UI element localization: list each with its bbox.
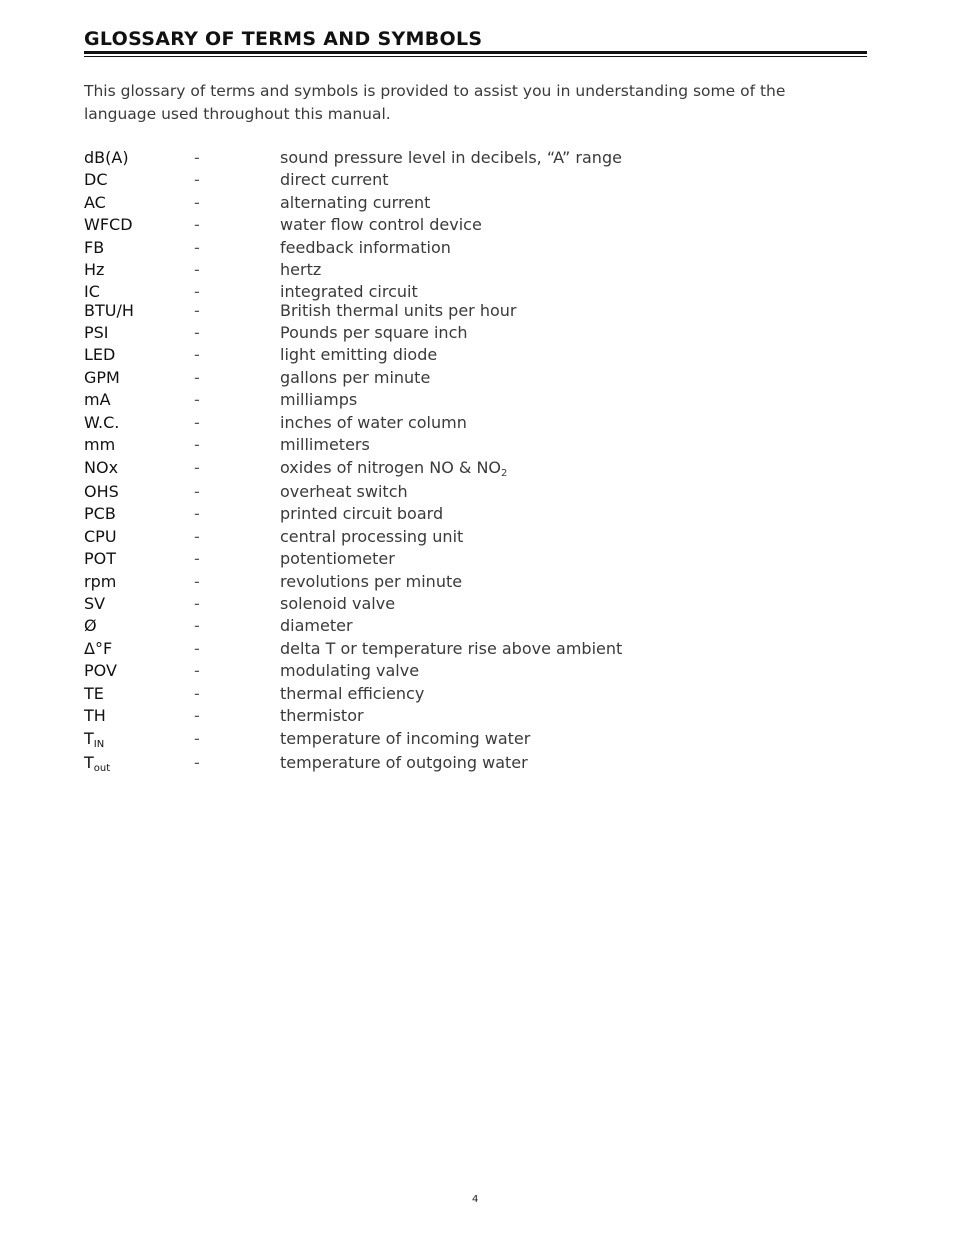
glossary-separator: - (194, 706, 200, 725)
glossary-row (84, 549, 784, 571)
glossary-definition-text: temperature of outgoing water (280, 753, 528, 772)
glossary-term (84, 753, 110, 774)
glossary-term-subscript: IN (93, 739, 105, 750)
glossary-term (84, 549, 116, 568)
glossary-definition (280, 215, 482, 234)
glossary-definition-text: direct current (280, 170, 389, 189)
glossary-definition (280, 504, 443, 523)
glossary-definition (280, 753, 528, 772)
glossary-separator: - (194, 572, 200, 591)
glossary-term-text: NOx (84, 458, 119, 477)
glossary-term (84, 435, 115, 454)
glossary-row (84, 729, 784, 751)
title-rule-thick (84, 51, 867, 54)
glossary-row (84, 616, 784, 638)
glossary-definition (280, 282, 418, 301)
glossary-definition-subscript: 2 (501, 468, 508, 479)
glossary-term-text: LED (84, 345, 116, 364)
glossary-term-text: TE (84, 684, 104, 703)
glossary-term (84, 616, 97, 635)
glossary-definition (280, 527, 463, 546)
glossary-term-subscript: out (93, 763, 111, 774)
glossary-term-text: AC (84, 193, 106, 212)
glossary-definition-text: thermal efficiency (280, 684, 425, 703)
glossary-term-text: SV (84, 594, 106, 613)
glossary-row (84, 458, 784, 480)
glossary-term-text: POV (84, 661, 117, 680)
glossary-term-text: Ø (84, 616, 97, 635)
glossary-row (84, 170, 784, 192)
glossary-row (84, 504, 784, 526)
glossary-term (84, 390, 111, 409)
glossary-term (84, 706, 106, 725)
glossary-separator: - (194, 684, 200, 703)
glossary-definition-text: thermistor (280, 706, 364, 725)
glossary-term-text: BTU/H (84, 301, 134, 320)
glossary-term-text: Δ°F (84, 639, 113, 658)
glossary-term (84, 282, 100, 301)
glossary-definition (280, 661, 419, 680)
glossary-term (84, 345, 115, 364)
glossary-term (84, 458, 118, 477)
glossary-definition-text: sound pressure level in decibels, “A” range (280, 148, 622, 167)
glossary-row (84, 193, 784, 215)
glossary-row (84, 368, 784, 390)
glossary-separator: - (194, 639, 200, 658)
glossary-term-text: T (84, 729, 94, 748)
glossary-term (84, 572, 116, 591)
glossary-term (84, 323, 109, 342)
glossary-separator: - (194, 458, 200, 477)
glossary-separator: - (194, 345, 200, 364)
glossary-term (84, 482, 119, 501)
glossary-separator: - (194, 549, 200, 568)
glossary-term (84, 238, 104, 257)
glossary-definition (280, 345, 437, 364)
glossary-definition (280, 390, 357, 409)
glossary-separator: - (194, 260, 200, 279)
glossary-term-text: PCB (84, 504, 116, 523)
glossary-term-text: W.C. (84, 413, 120, 432)
glossary-row (84, 639, 784, 661)
glossary-term-text: PSI (84, 323, 109, 342)
glossary-term-text: DC (84, 170, 108, 189)
glossary-definition-text: temperature of incoming water (280, 729, 531, 748)
glossary-row (84, 413, 784, 435)
glossary-term (84, 661, 117, 680)
glossary-row (84, 238, 784, 260)
glossary-definition-text: alternating current (280, 193, 431, 212)
glossary-term (84, 684, 104, 703)
glossary-separator: - (194, 616, 200, 635)
glossary-row (84, 323, 784, 345)
glossary-definition (280, 684, 424, 703)
glossary-definition (280, 148, 622, 167)
glossary-definition (280, 706, 364, 725)
glossary-separator: - (194, 282, 200, 301)
glossary-row (84, 435, 784, 457)
glossary-definition-text: integrated circuit (280, 282, 418, 301)
glossary-definition (280, 482, 408, 501)
glossary-separator: - (194, 238, 200, 257)
glossary-definition (280, 572, 462, 591)
glossary-definition-text: central processing unit (280, 527, 464, 546)
glossary-row (84, 706, 784, 728)
glossary-term-text: POT (84, 549, 117, 568)
glossary-term (84, 594, 105, 613)
glossary-term-text: WFCD (84, 215, 133, 234)
glossary-definition-text: oxides of nitrogen NO & NO (280, 458, 502, 477)
page-number: 4 (472, 1194, 479, 1205)
glossary-term-text: dB(A) (84, 148, 129, 167)
glossary-term-text: mA (84, 390, 111, 409)
glossary-row (84, 390, 784, 412)
glossary-term (84, 527, 117, 546)
glossary-separator: - (194, 482, 200, 501)
glossary-definition (280, 549, 395, 568)
glossary-term-text: mm (84, 435, 116, 454)
glossary-term-text: TH (84, 706, 106, 725)
glossary-definition-text: millimeters (280, 435, 370, 454)
glossary-term-text: T (84, 753, 94, 772)
glossary-definition (280, 413, 467, 432)
glossary-definition (280, 458, 507, 479)
glossary-definition-text: modulating valve (280, 661, 420, 680)
glossary-row (84, 594, 784, 616)
glossary-definition-text: delta T or temperature rise above ambient (280, 639, 623, 658)
glossary-definition (280, 435, 370, 454)
glossary-term (84, 148, 129, 167)
glossary-definition-text: solenoid valve (280, 594, 396, 613)
glossary-separator: - (194, 435, 200, 454)
glossary-term (84, 729, 104, 750)
glossary-separator: - (194, 753, 200, 772)
glossary-row (84, 527, 784, 549)
glossary-separator: - (194, 504, 200, 523)
glossary-definition (280, 594, 395, 613)
glossary-definition-text: inches of water column (280, 413, 467, 432)
glossary-separator: - (194, 594, 200, 613)
glossary-definition-text: diameter (280, 616, 353, 635)
glossary-definition-text: overheat switch (280, 482, 408, 501)
glossary-term (84, 301, 134, 320)
glossary-definition (280, 301, 517, 320)
glossary-separator: - (194, 148, 200, 167)
glossary-term-text: rpm (84, 572, 117, 591)
glossary-row (84, 684, 784, 706)
intro-paragraph: This glossary of terms and symbols is provided to assist you in understanding some of the language used throughout this manual. (84, 82, 786, 123)
glossary-definition (280, 616, 353, 635)
glossary-definition-text: gallons per minute (280, 368, 431, 387)
glossary-definition-text: potentiometer (280, 549, 395, 568)
glossary-separator: - (194, 661, 200, 680)
glossary-definition-text: Pounds per square inch (280, 323, 468, 342)
glossary-separator: - (194, 729, 200, 748)
glossary-definition-text: British thermal units per hour (280, 301, 517, 320)
glossary-term (84, 504, 116, 523)
glossary-separator: - (194, 368, 200, 387)
glossary-row (84, 215, 784, 237)
glossary-definition (280, 193, 430, 212)
glossary-separator: - (194, 390, 200, 409)
glossary-definition-text: milliamps (280, 390, 358, 409)
glossary-term (84, 368, 120, 387)
glossary-definition-text: water flow control device (280, 215, 482, 234)
glossary-separator: - (194, 527, 200, 546)
glossary-definition (280, 368, 430, 387)
glossary-row (84, 482, 784, 504)
glossary-term (84, 639, 112, 658)
glossary-definition (280, 238, 451, 257)
glossary-definition (280, 260, 321, 279)
glossary-term-text: GPM (84, 368, 120, 387)
glossary-separator: - (194, 170, 200, 189)
glossary-term-text: IC (84, 282, 100, 301)
glossary-term (84, 413, 119, 432)
glossary-row (84, 753, 784, 775)
glossary-definition-text: revolutions per minute (280, 572, 463, 591)
glossary-definition-text: feedback information (280, 238, 451, 257)
glossary-separator: - (194, 301, 200, 320)
glossary-separator: - (194, 323, 200, 342)
glossary-row (84, 661, 784, 683)
glossary-definition (280, 729, 530, 748)
glossary-definition (280, 170, 389, 189)
glossary-separator: - (194, 413, 200, 432)
page-title: GLOSSARY OF TERMS AND SYMBOLS (84, 28, 483, 50)
glossary-term (84, 193, 106, 212)
glossary-term-text: FB (84, 238, 105, 257)
glossary-row (84, 260, 784, 282)
glossary-term-text: Hz (84, 260, 105, 279)
glossary-row (84, 148, 784, 170)
glossary-definition (280, 323, 468, 342)
glossary-row (84, 301, 784, 323)
glossary-row (84, 345, 784, 367)
glossary-definition-text: printed circuit board (280, 504, 444, 523)
glossary-separator: - (194, 215, 200, 234)
glossary-term (84, 260, 104, 279)
glossary-row (84, 572, 784, 594)
glossary-definition-text: light emitting diode (280, 345, 438, 364)
glossary-term (84, 170, 108, 189)
title-rule-thin (84, 56, 867, 57)
glossary-term-text: OHS (84, 482, 119, 501)
glossary-separator: - (194, 193, 200, 212)
glossary-term (84, 215, 133, 234)
glossary-term-text: CPU (84, 527, 117, 546)
glossary-definition (280, 639, 622, 658)
glossary-definition-text: hertz (280, 260, 322, 279)
